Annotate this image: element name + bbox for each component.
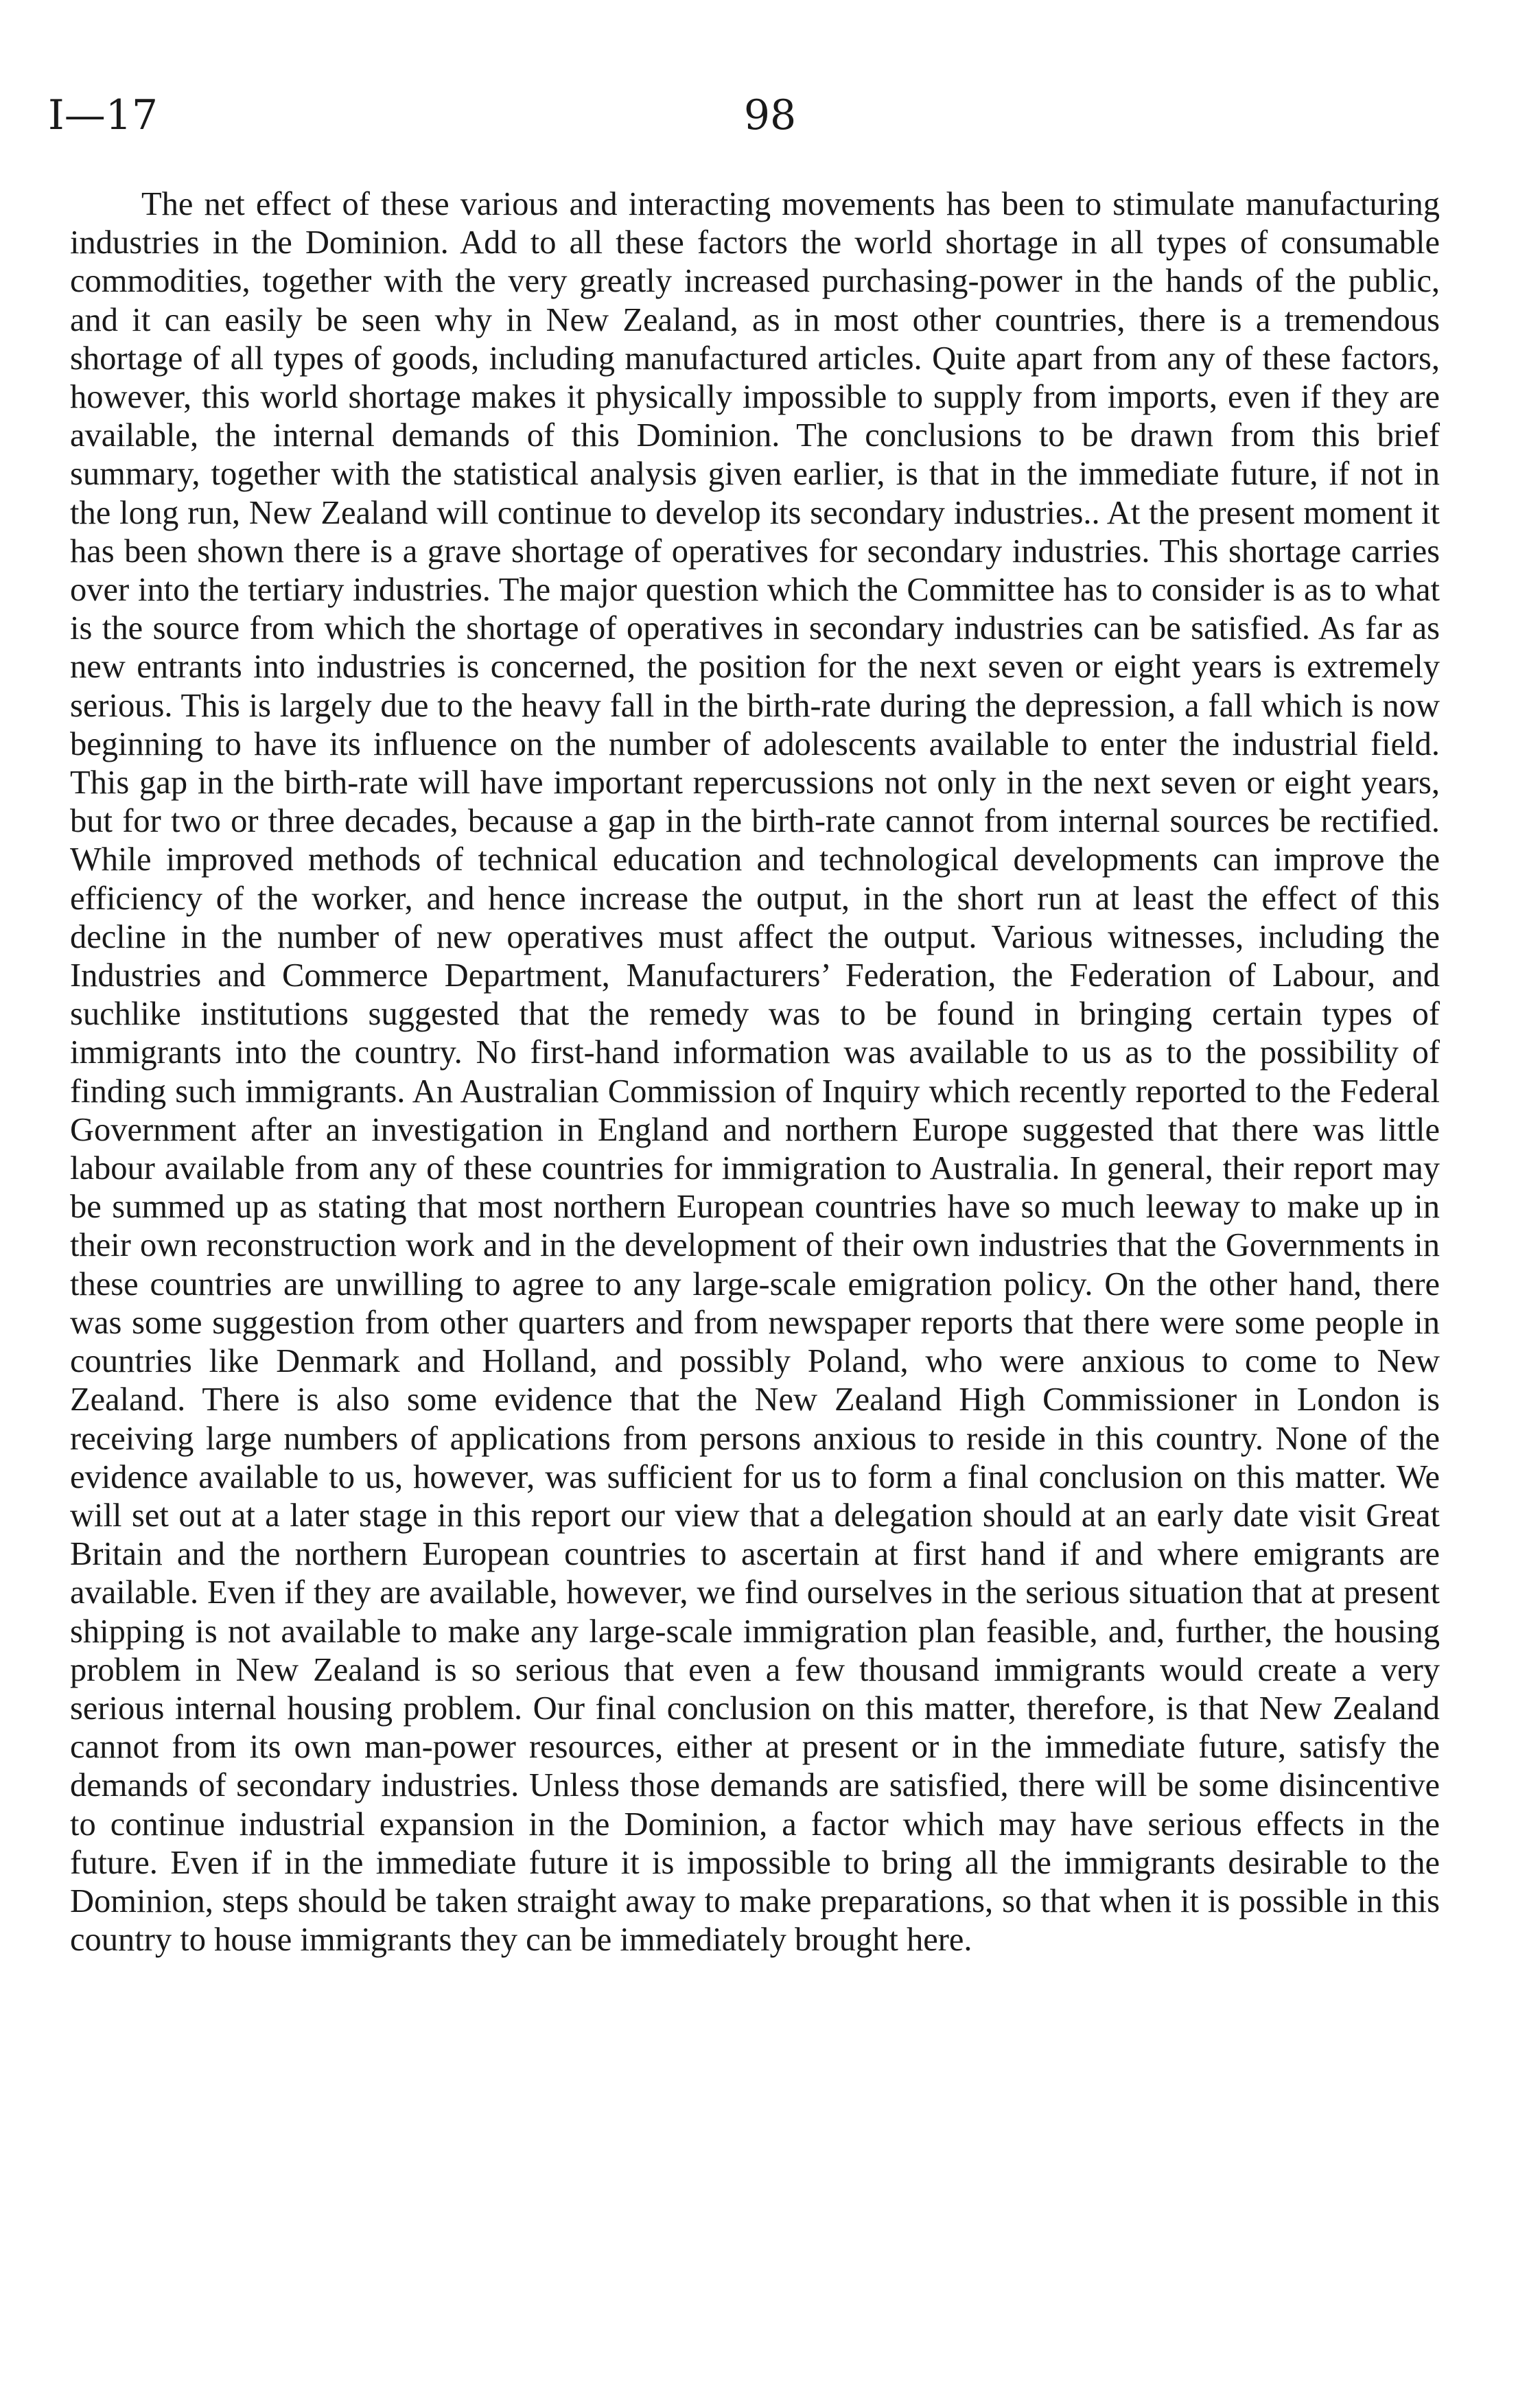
document-reference: I—17	[48, 91, 159, 139]
page-number: 98	[743, 91, 797, 139]
running-header	[48, 91, 1492, 145]
body-paragraph: The net effect of these various and interacting movements has been to stimulate manufacturing industries in the Dominion. Add to all these factors the world shortage in all types of consumable commodities, together with the very greatly increased purchasing-power in the hands of the public, and it can easily be seen why in New Zealand, as in most other countries, there is a tremendous shortage of all types of goods, including manufactured articles. Quite apart from any of these factors, however, this world shortage makes it physically impossible to supply from imports, even if they are available, the internal demands of this Dominion. The conclusions to be drawn from this brief summary, together with the statistical analysis given earlier, is that in the immediate future, if not in the long run, New Zealand will continue to develop its secondary industries.. At the present moment it has been shown there is a grave shortage of operatives for secondary industries. This shortage carries over into the tertiary industries. The major question which the Committee has to consider is as to what is the source from which the shortage of operatives in secondary industries can be satisfied. As far as new entrants into industries is concerned, the position for the next seven or eight years is extremely serious. This is largely due to the heavy fall in the birth-rate during the depression, a fall which is now beginning to have its influence on the number of adolescents available to enter the industrial field. This gap in the birth-rate will have important repercussions not only in the next seven or eight years, but for two or three decades, because a gap in the birth-rate cannot from internal sources be rectified. While improved methods of technical education and technological developments can improve the efficiency of the worker, and hence increase the output, in the short run at least the effect of this decline in the number of new operatives must affect the output. Various witnesses, including the Industries and Commerce Department, Manufacturers’ Federation, the Federation of Labour, and suchlike institutions suggested that the remedy was to be found in bringing certain types of immigrants into the country. No first-hand information was available to us as to the possibility of finding such immigrants. An Australian Commission of Inquiry which recently reported to the Federal Government after an investigation in England and northern Europe suggested that there was little labour available from any of these countries for immigration to Australia. In general, their report may be summed up as stating that most northern European countries have so much leeway to make up in their own reconstruction work and in the development of their own industries that the Governments in these countries are unwilling to agree to any large-scale emigration policy. On the other hand, there was some suggestion from other quarters and from newspaper reports that there were some people in countries like Denmark and Holland, and possibly Poland, who were anxious to come to New Zealand. There is also some evidence that the New Zealand High Commissioner in London is receiving large numbers of applications from persons anxious to reside in this country. None of the evidence available to us, however, was sufficient for us to form a final conclusion on this matter. We will set out at a later stage in this report our view that a delegation should at an early date visit Great Britain and the northern European countries to ascertain at first hand if and where emigrants are available. Even if they are available, however, we find ourselves in the serious situation that at present shipping is not available to make any large-scale immigration plan feasible, and, further, the housing problem in New Zealand is so serious that even a few thousand immigrants would create a very serious internal housing problem. Our final conclusion on this matter, therefore, is that New Zealand cannot from its own man-power resources, either at present or in the immediate future, satisfy the demands of secondary industries. Unless those demands are satisfied, there will be some disincentive to continue industrial expansion in the Dominion, a factor which may have serious effects in the future. Even if in the immediate future it is impossible to bring all the immigrants desirable to the Dominion, steps should be taken straight away to make preparations, so that when it is possible in this country to house immigrants they can be immediately brought here.	[70, 186, 1440, 1959]
